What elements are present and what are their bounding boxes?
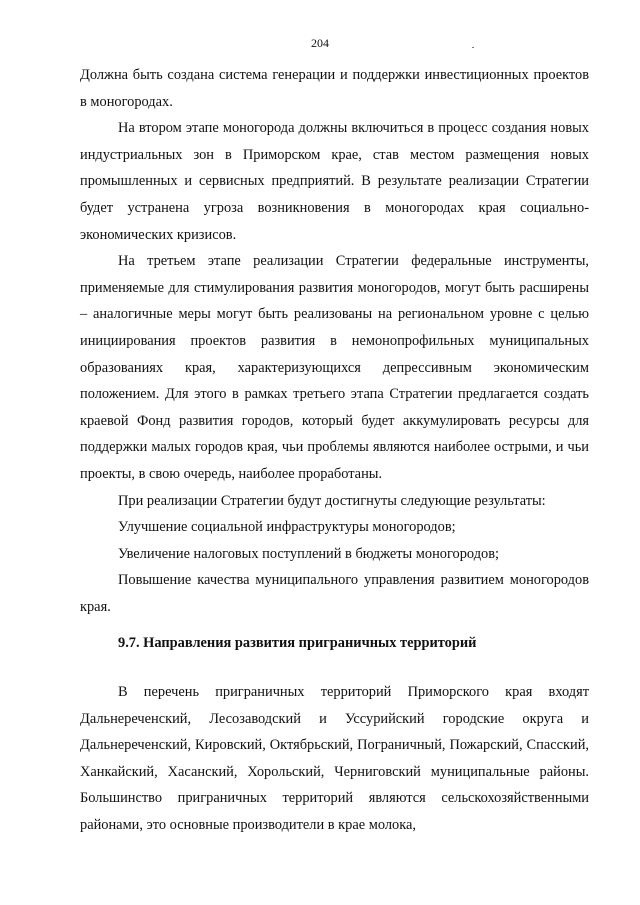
paragraph-investment-projects: Должна быть создана система генерации и поддержки инвестиционных проектов в моногородах.	[80, 67, 589, 110]
paragraph-results-intro: При реализации Стратегии будут достигнуты следующие результаты:	[118, 492, 546, 509]
paragraph-second-stage: На втором этапе моногорода должны включиться в процесс создания новых индустриальных зон в Приморском крае, став местом размещения новых промышленных и сервисных предприятий. В результате реализации Стратегии будет устранена угроза возникновения в моногородах края социально-экономических кризисов.	[80, 120, 589, 243]
scan-artifact-dot	[472, 47, 474, 48]
result-item-tax-revenue: Увеличение налоговых поступлений в бюджеты моногородов;	[118, 545, 500, 562]
paragraph-border-territories: В перечень приграничных территорий Приморского края входят Дальнереченский, Лесозаводский и Уссурийский городские округа и Дальнереченский, Кировский, Октябрьский, Пограничный, Пожарский, Спасский, Ханкайский, Хасанский, Хорольский, Черниговский муниципальные районы. Большинство приграничных территорий являются сельскохозяйственными районами, это основные производители в крае молока,	[80, 684, 589, 834]
result-item-municipal-management: Повышение качества муниципального управления развитием моногородов края.	[80, 572, 589, 615]
page-number: 204	[311, 36, 329, 50]
result-item-infrastructure: Улучшение социальной инфраструктуры моногородов;	[118, 519, 456, 536]
paragraph-third-stage: На третьем этапе реализации Стратегии федеральные инструменты, применяемые для стимулирования развития моногородов, могут быть расширены – аналогичные меры могут быть реализованы на региональном уровне с целью инициирования проектов развития в немонопрофильных муниципальных образованиях края, характеризующихся депрессивным экономическим положением. Для этого в рамках третьего этапа Стратегии предлагается создать краевой Фонд развития городов, который будет аккумулировать ресурсы для поддержки малых городов края, чьи проблемы являются наиболее острыми, и чьи проекты, в свою очередь, наиболее проработаны.	[80, 253, 589, 482]
document-body	[80, 62, 589, 839]
section-heading: 9.7. Направления развития приграничных территорий	[118, 635, 477, 652]
